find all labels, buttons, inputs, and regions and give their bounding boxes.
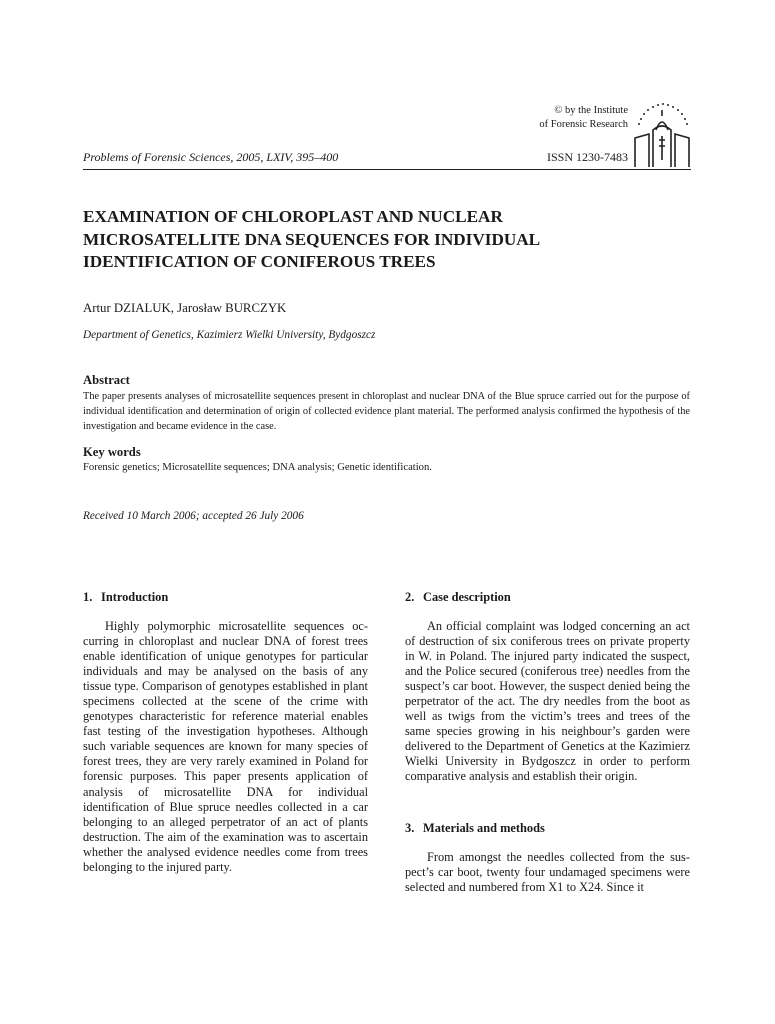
section-number: 3. [405,820,415,835]
header-rule [83,169,691,170]
copyright-line-2: of Forensic Research [539,118,628,130]
section-number: 2. [405,590,415,604]
abstract-text: The paper presents analyses of microsatellite sequences present in chloroplast and nuclear DNA of the Blue spruce carried out for the purpose of individual identification and determination of origin of collected evidence plant material. The performed analysis confirmed the hypothesis of the investigation and became evidence in the case. [83,391,690,433]
section-heading-materials-methods [405,820,690,850]
section-title: Case description [423,590,511,604]
institute-logo-icon [633,100,691,168]
keywords-heading: Key words [83,445,141,459]
title-line-2: MICROSATELLITE DNA SEQUENCES FOR INDIVIDUAL [83,229,541,249]
section-title: Introduction [101,590,169,604]
received-dates: Received 10 March 2006; accepted 26 July 2006 [83,510,304,522]
affiliation: Department of Genetics, Kazimierz Wielki University, Bydgoszcz [83,329,376,341]
right-column [405,589,690,895]
copyright-notice [539,104,628,131]
section-heading-case-description [405,589,690,619]
authors: Artur DZIALUK, Jarosław BURCZYK [83,301,287,315]
issn: ISSN 1230-7483 [546,150,628,164]
section-spacer [405,785,690,820]
title-line-3: IDENTIFICATION OF CONIFEROUS TREES [83,252,436,271]
article-title [83,206,643,274]
section-title: Materials and methods [423,820,545,835]
section-heading-introduction [83,589,368,619]
keywords-text: Forensic genetics; Microsatellite sequences; DNA analysis; Genetic identification. [83,462,432,473]
title-line-1: EXAMINATION OF CHLOROPLAST AND NUCLEAR [83,207,503,226]
section-number: 1. [83,590,93,604]
journal-citation: Problems of Forensic Sciences, 2005, LXIV, 395–400 [83,150,339,164]
case-description-text: An official complaint was lodged concerning an act of destruction of six coniferous trees on private property in W. in Poland. The injured party indicated the suspect, and the Police secured (coniferous tree) needles from the suspect’s car boot. However, the suspect denied being the perpetrator of the act. The dry needles from the boot as well as twigs from the victim’s trees and trees of the same species growing in his neighbour’s garden were delivered to the Department of Genetics at the Kazimierz Wielki University in Bydgoszcz in order to perform comparative analysis and establish their origin. [405,619,690,784]
materials-methods-text: From amongst the needles collected from the suspect’s car boot, twenty four undamaged specimens were selected and numbered from X1 to X24. Since it [405,849,690,894]
copyright-line-1: © by the Institute [554,105,628,116]
left-column [83,589,368,875]
introduction-text: Highly polymorphic microsatellite sequences occurring in chloroplast and nuclear DNA of forest trees enable identification of unique genotypes for particular individuals and may be analysed on the basis of any tissue type. Comparison of genotypes established in plant specimens collected at the scene of the crime with genotypes characteristic for reference material enables fast testing of the investigation hypotheses. Although such variable sequences are known for many species of forest trees, they are very rarely examined in Poland for forensic purposes. This paper presents application of analysis of microsatellite DNA for individual identification of Blue spruce needles collected in a car belonging to an alleged perpetrator of an act of plants destruction. The aim of the examination was to ascertain whether the analysed evidence needles come from trees belonging to the injured party. [83,619,368,874]
abstract-heading: Abstract [83,373,130,387]
page-header [83,100,691,172]
